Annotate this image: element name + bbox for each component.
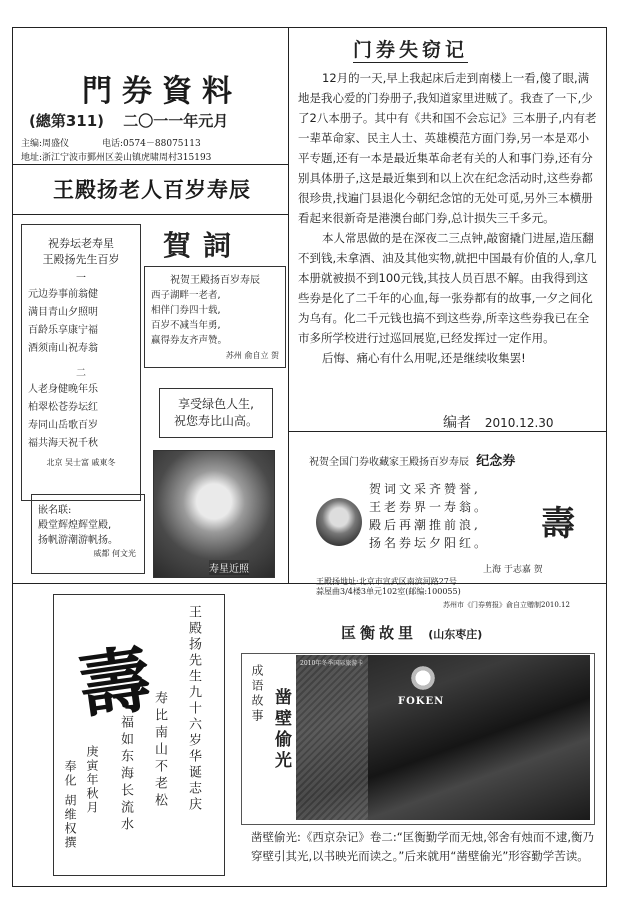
ticket-strip (296, 655, 368, 820)
feature-body-text: 凿壁偷光:《西京杂记》卷二:“匡衡勤学而无烛,邻舍有烛而不逮,衡乃穿壁引其光,以书映光而读之。”后来就用“凿壁偷光”形容勤学苦读。 (251, 830, 595, 863)
commemorative-signature: 上海 于志嘉 贺 (483, 565, 543, 575)
feature-side-label: 成语故事 (250, 664, 264, 724)
article-author: 编者 (443, 415, 471, 431)
poem2-title: 祝贺王殿扬百岁寿辰 (170, 275, 260, 286)
couplet-box: 嵌名联: 殿堂辉煌辉堂殿, 扬帆游潮游帆扬。 威都 何文光 (31, 494, 145, 574)
contact-line-2: 地址:浙江宁波市鄞州区姜山镇虎啸周村315193 (21, 153, 212, 163)
address-text: 浙江宁波市鄞州区姜山镇虎啸周村315193 (42, 153, 212, 163)
photo-caption: 寿星近照 (209, 560, 249, 575)
poem1-stanza-2: 人老身健晚年乐 柏翠松苍券坛红 寿同山岳歌百岁 福共海天祝千秋 (28, 384, 98, 449)
poem-box-2 (144, 266, 286, 368)
article-title: 门券失窃记 (353, 35, 468, 63)
calligraphy-col-4: 寿比南山不老松 (152, 691, 167, 810)
article-body (298, 68, 598, 368)
calligraphy-col-5: 王殿扬先生九十六岁华诞志庆 (186, 605, 201, 813)
foken-logo-icon (408, 663, 438, 693)
poem2-body: 西子湖畔一老者, 相伴门券四十载, 百岁不减当年勇, 赢得券友齐声赞。 (151, 290, 228, 346)
poem1-marker-2: 二 (76, 368, 86, 379)
elder-portrait-thumbnail (316, 498, 362, 546)
contact-line-1: 主编:周盛仪 电话:0574－88075113 (21, 139, 201, 149)
issue-line (29, 110, 228, 131)
newspaper-page (12, 27, 607, 887)
ticket-header-text: 2010年冬季国际旅游卡 (300, 660, 364, 667)
poem1-stanza-1: 元边券事前翁健 满目青山夕照明 百龄乐享康宁福 酒须南山祝寿翁 (28, 289, 98, 354)
calligraphy-panel (53, 594, 225, 876)
poem1-marker-1: 一 (76, 273, 86, 284)
headline: 王殿扬老人百岁寿辰 (53, 177, 251, 202)
issue-date: 二〇一一年元月 (123, 112, 229, 130)
calligraphy-col-1: 庚寅年秋月 (85, 745, 99, 815)
issue-number: (總第311) (29, 112, 105, 130)
commemorative-title: 纪念券 (476, 454, 516, 469)
blessing-box: 享受绿色人生, 祝您寿比山高。 (159, 388, 273, 438)
poem1-title-1: 祝券坛老寿星 (48, 237, 114, 250)
phone-number: 0574－88075113 (122, 139, 201, 149)
calligraphy-big-char: 壽 (73, 636, 157, 730)
article-paragraph-3: 后悔、痛心有什么用呢,还是继续收集罢! (322, 351, 526, 365)
feature-idiom: 凿壁偷光 (271, 688, 291, 772)
portrait-photo (153, 450, 275, 578)
masthead-title: 門券資料 (82, 74, 242, 109)
calligraphy-col-2: 奉化 胡维权撰 (63, 760, 77, 850)
congrats-title: 賀詞 (163, 229, 244, 262)
poem1-title-2: 王殿扬先生百岁 (42, 253, 120, 266)
article-date: 2010.12.30 (484, 416, 554, 430)
commemorative-big-char: 壽 (541, 504, 575, 544)
article-paragraph-1: 12月的一天,早上我起床后走到南楼上一看,傻了眼,满地是我心爱的门券册子,我知道家里进贼了。我查了一下,少了2八本册子。其中有《共和国不会忘记》三本册子,内有老一辈革命家、民主人士、英雄模范方面门券,另一本是邓小平专题,还有一本是最近集革命老有关的人和事门券,还有分别具体册子,这是最近集到和以上次在纪念活动时,这些券都很珍贵,找遍门县退化今朝纪念馆的无处可觅,另外三本横册看起来很新奇是港澳台邮门券,总计损失三千多元。 (298, 71, 597, 225)
commemorative-address-1: 王殿扬地址:北京市宣武区南滨河路27号 (316, 577, 457, 586)
feature-subtitle: (山东枣庄) (428, 628, 483, 641)
feature-title: 匡衡故里 (山东枣庄) (341, 624, 483, 642)
commemorative-address-2: 蒜屋曲3/4楼3单元102室(邮编:100055) (316, 587, 461, 596)
acrostic-poem: 贺词文采齐赞誉, 王老券界一寿翁。 殿后再潮推前浪, 扬名券坛夕阳红。 (369, 482, 490, 550)
article-signoff (443, 412, 554, 432)
poem1-signature: 北京 吴士富 戚東冬 (46, 458, 116, 467)
commemorative-footer: 苏州市《门券剪报》俞自立赠制2010.12 (443, 601, 570, 609)
poem-box-1 (21, 224, 141, 501)
calligraphy-col-3: 福如东海长流水 (118, 715, 133, 834)
couplet-title: 嵌名联: (38, 505, 72, 516)
article-paragraph-2: 本人常思做的是在深夜二三点钟,敲窗撬门进屋,造压翻不到钱,未拿酒、油及其他实物,就把中国最有价值的人,拿几本册就被损不到100元钱,其技人员百思不解。由我得到这些券是化了二千年的心血,每一张券都有的故事,一夕之间化为乌有。化二千元钱也搞不到这些券,所幸这些券我已在全市多所学校进行过巡回展览,已经发挥过一定作用。 (298, 231, 597, 345)
ticket-brand: FOKEN (398, 696, 445, 707)
editor-name: 周盛仪 (42, 139, 70, 149)
commemorative-header: 祝贺全国门券收藏家王殿扬百岁寿辰 纪念券 (309, 454, 516, 469)
poem2-signature: 苏州 俞自立 贺 (225, 351, 279, 360)
